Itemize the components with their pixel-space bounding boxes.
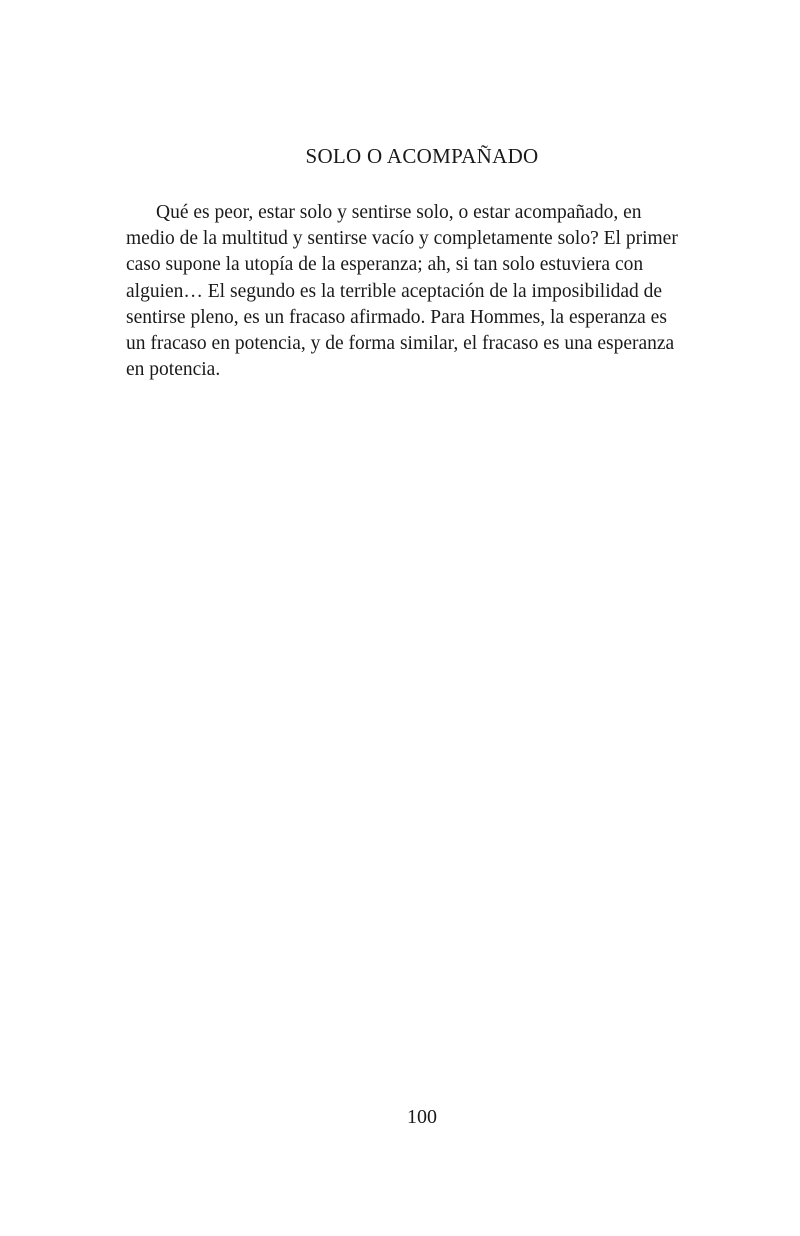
text-line: sentirse pleno, es un fracaso afirmado. Para Hommes, la esperanza es	[126, 306, 667, 328]
text-line: en potencia.	[126, 359, 221, 381]
page-number: 100	[407, 1106, 437, 1128]
text-line: medio de la multitud y sentirse vacío y completamente solo? El primer	[126, 228, 678, 250]
text-line: alguien… El segundo es la terrible aceptación de la imposibilidad de	[126, 280, 663, 302]
text-line: un fracaso en potencia, y de forma similar, el fracaso es una esperanza	[126, 333, 675, 355]
body-paragraph	[126, 200, 726, 383]
text-line: Qué es peor, estar solo y sentirse solo, o estar acompañado, en	[156, 202, 642, 223]
text-line: caso supone la utopía de la esperanza; ah, si tan solo estuviera con	[126, 254, 644, 276]
chapter-title: SOLO O ACOMPAÑADO	[305, 144, 539, 168]
